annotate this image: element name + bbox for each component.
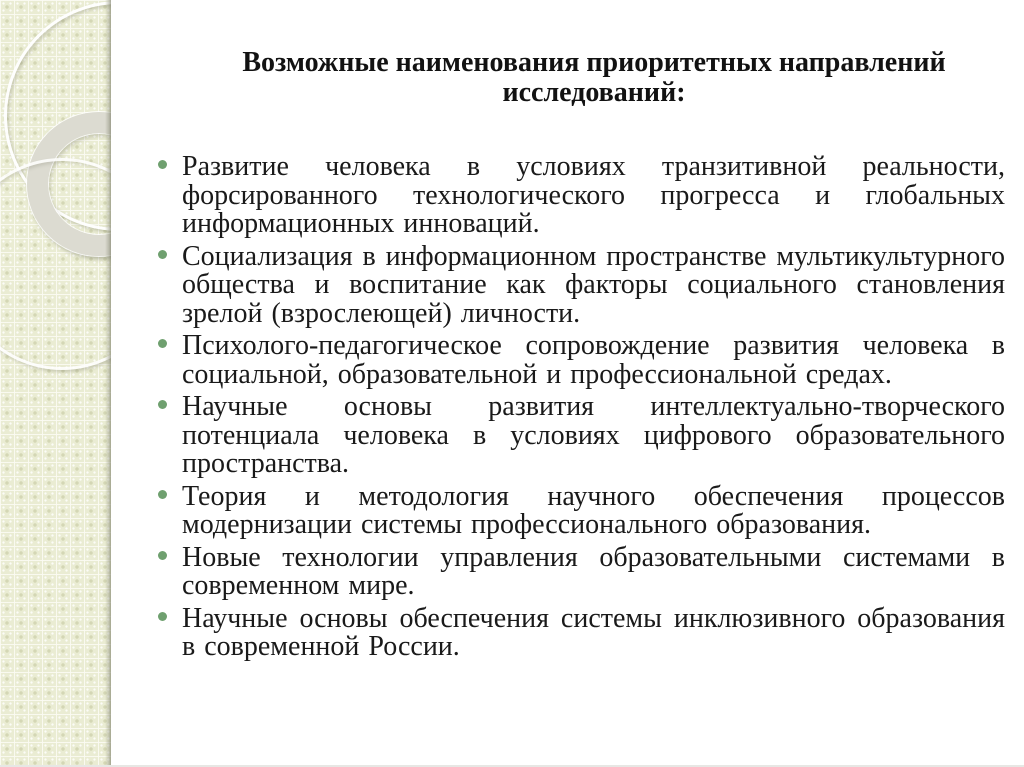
bullet-icon <box>158 551 167 560</box>
list-item-text: Научные основы обеспечения системы инклюзивного образования в современной России. <box>182 602 1005 662</box>
bullet-icon <box>158 339 167 348</box>
bullet-icon <box>158 612 167 621</box>
sidebar-decoration <box>0 0 111 767</box>
slide-content <box>111 0 1024 767</box>
list-item <box>157 480 1005 540</box>
bullet-icon <box>158 490 167 499</box>
list-item <box>157 240 1005 329</box>
slide-title <box>183 48 1005 108</box>
list-item-text: Развитие человека в условиях транзитивной реальности, форсированного технологического прогресса и глобальных информационных инноваций. <box>182 151 1005 239</box>
title-line: Возможные наименования приоритетных направлений <box>242 47 946 78</box>
bullet-icon <box>158 160 167 169</box>
title-line: исследований: <box>502 77 686 108</box>
list-item-text: Психолого-педагогическое сопровождение развития человека в социальной, образовательной и профессиональной средах. <box>182 330 1005 390</box>
list-item-text: Новые технологии управления образовательными системами в современном мире. <box>182 541 1005 601</box>
list-item-text: Теория и методология научного обеспечения процессов модернизации системы профессионального образования. <box>182 480 1005 540</box>
bullet-icon <box>158 250 167 259</box>
list-item <box>157 602 1005 662</box>
list-item <box>157 153 1005 239</box>
list-item-text: Социализация в информационном пространстве мультикультурного общества и воспитание как факторы социального становления зрелой (взрослеющей) личности. <box>182 240 1005 329</box>
bullet-icon <box>158 400 167 409</box>
list-item <box>157 393 1005 479</box>
list-item-text: Научные основы развития интеллектуально-творческого потенциала человека в условиях цифрового образовательного пространства. <box>182 391 1005 479</box>
bullet-list <box>157 153 1005 662</box>
list-item <box>157 332 1005 389</box>
list-item <box>157 541 1005 601</box>
decorative-circle-icon <box>0 158 111 370</box>
